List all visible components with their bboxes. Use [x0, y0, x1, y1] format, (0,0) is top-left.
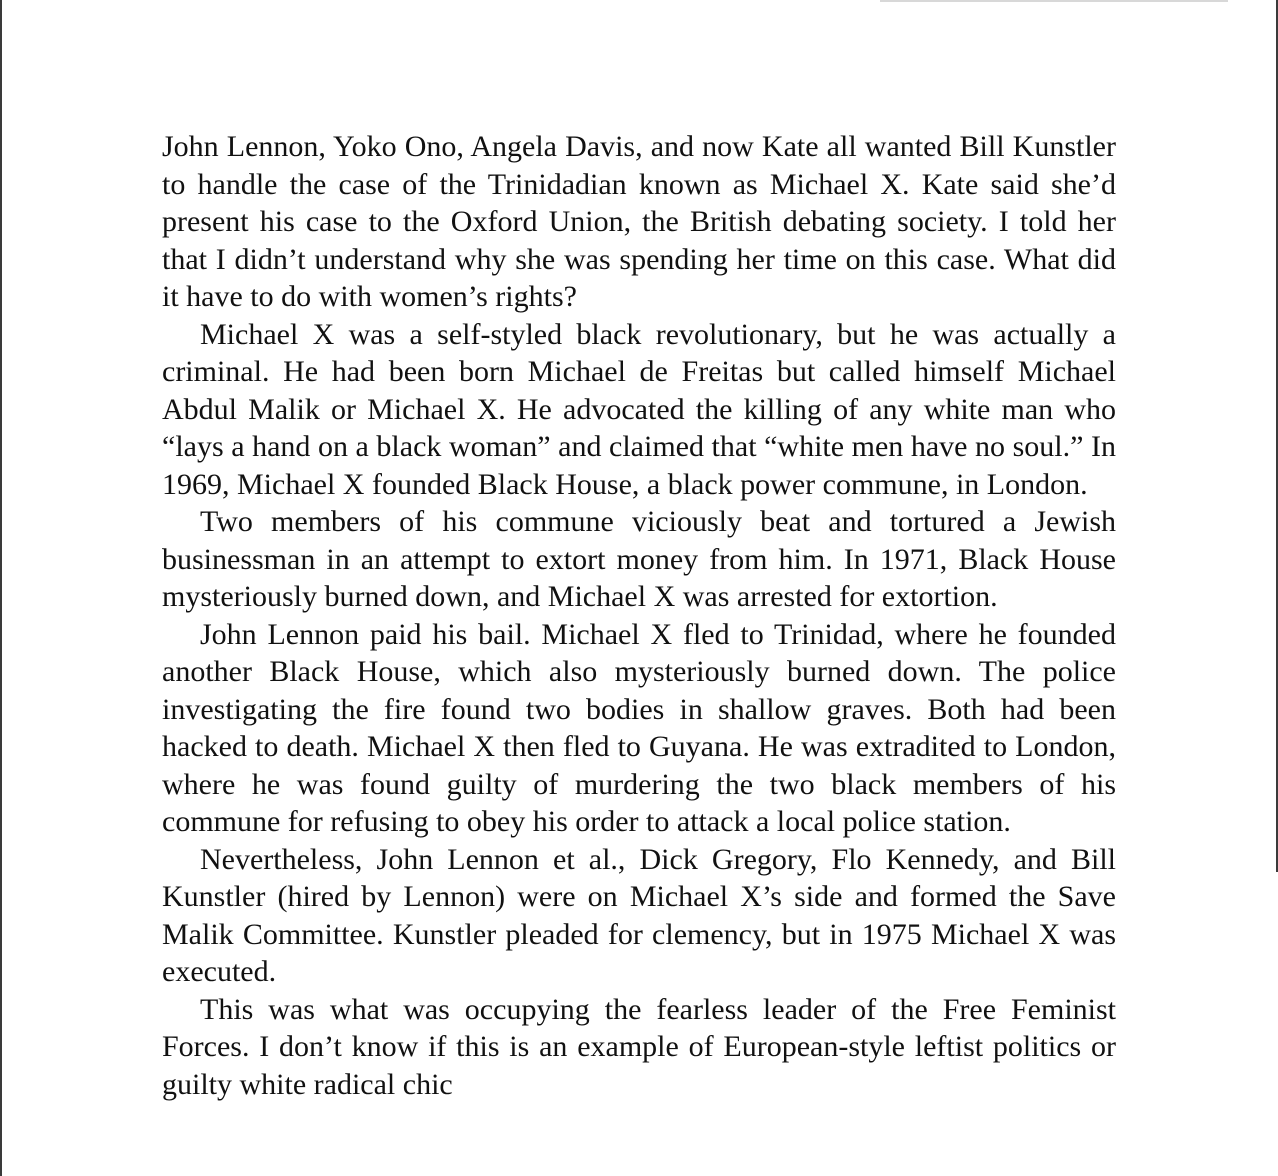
document-body	[162, 128, 1116, 1103]
paragraph-2: Michael X was a self-styled black revolutionary, but he was actually a criminal. He had been born Michael de Freitas but called himself Michael Abdul Malik or Michael X. He advocated the killing of any white man who “lays a hand on a black woman” and claimed that “white men have no soul.” In 1969, Michael X founded Black House, a black power commune, in London.	[162, 317, 1116, 501]
paragraph-3: Two members of his commune viciously beat and tortured a Jewish businessman in an attempt to extort money from him. In 1971, Black House mysteriously burned down, and Michael X was arrested for extortion.	[162, 505, 1116, 613]
page-top-shadow	[880, 0, 1228, 2]
page-border-left	[0, 0, 2, 1176]
paragraph-5: Nevertheless, John Lennon et al., Dick Gregory, Flo Kennedy, and Bill Kunstler (hired by Lennon) were on Michael X’s side and formed the Save Malik Committee. Kunstler pleaded for clemency, but in 1975 Michael X was executed.	[162, 842, 1116, 988]
paragraph-4: John Lennon paid his bail. Michael X fled to Trinidad, where he founded another Black House, which also mysteriously burned down. The police investigating the fire found two bodies in shallow graves. Both had been hacked to death. Michael X then fled to Guyana. He was extradited to London, where he was found guilty of murdering the two black members of his commune for refusing to obey his order to attack a local police station.	[162, 617, 1116, 838]
paragraph-6: This was what was occupying the fearless leader of the Free Feminist Forces. I don’t know if this is an example of European-style leftist politics or guilty white radical chic	[162, 992, 1116, 1101]
paragraph-1: John Lennon, Yoko Ono, Angela Davis, and now Kate all wanted Bill Kunstler to handle the case of the Trinidadian known as Michael X. Kate said she’d present his case to the Oxford Union, the British debating society. I told her that I didn’t understand why she was spending her time on this case. What did it have to do with women’s rights?	[162, 130, 1116, 313]
